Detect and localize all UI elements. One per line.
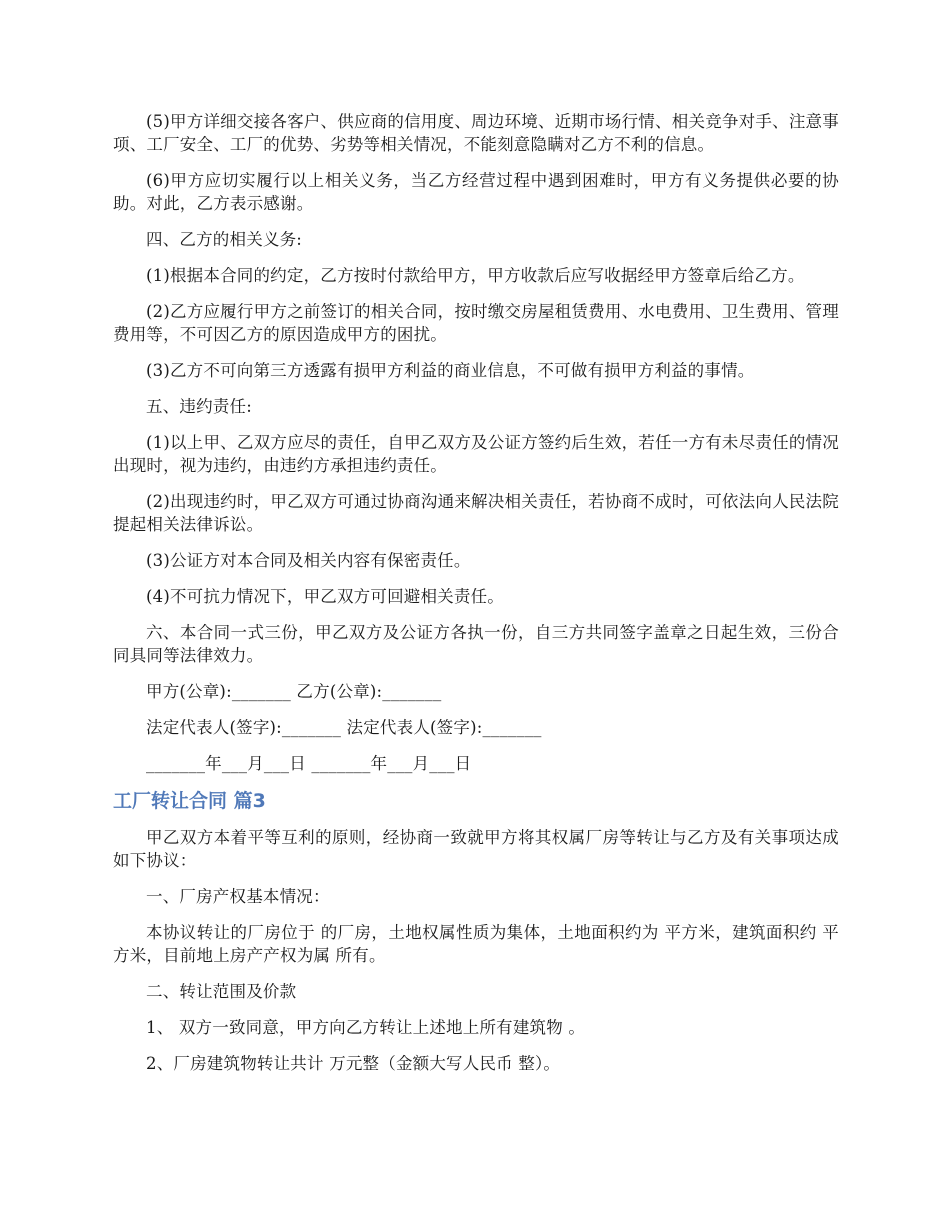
clause-5-handover: (5)甲方详细交接各客户、供应商的信用度、周边环境、近期市场行情、相关竞争对手、注意事项、工厂安全、工厂的优势、劣势等相关情况，不能刻意隐瞒对乙方不利的信息。 [113, 112, 839, 154]
party-b-clause-2: (2)乙方应履行甲方之前签订的相关合同，按时缴交房屋租赁费用、水电费用、卫生费用、管理费用等，不可因乙方的原因造成甲方的困扰。 [113, 302, 839, 344]
party-b-clause-3: (3)乙方不可向第三方透露有损甲方利益的商业信息，不可做有损甲方利益的事情。 [146, 361, 755, 380]
agreement-intro: 甲乙双方本着平等互利的原则，经协商一致就甲方将其权属厂房等转让与乙方及有关事项达成如下协议： [113, 828, 839, 870]
section-two-title: 二、转让范围及价款 [146, 982, 297, 1001]
transfer-clause-2: 2、厂房建筑物转让共计 万元整（金额大写人民币 整）。 [146, 1054, 561, 1073]
section-one-title: 一、厂房产权基本情况： [146, 887, 330, 906]
breach-clause-1: (1)以上甲、乙双方应尽的责任，自甲乙双方及公证方签约后生效，若任一方有未尽责任的情况出现时，视为违约，由违约方承担违约责任。 [113, 433, 839, 475]
transfer-clause-1: 1、 双方一致同意，甲方向乙方转让上述地上所有建筑物 。 [146, 1018, 586, 1037]
clause-6-obligation: (6)甲方应切实履行以上相关义务，当乙方经营过程中遇到困难时，甲方有义务提供必要的协助。对此，乙方表示感谢。 [113, 171, 839, 213]
signature-line: 法定代表人(签字):_______ 法定代表人(签字):_______ [146, 718, 542, 737]
breach-clause-4: (4)不可抗力情况下，甲乙双方可回避相关责任。 [146, 587, 504, 606]
breach-clause-2: (2)出现违约时，甲乙双方可通过协商沟通来解决相关责任，若协商不成时，可依法向人民法院提起相关法律诉讼。 [113, 492, 839, 534]
section-five-title: 五、违约责任: [146, 397, 252, 416]
property-description: 本协议转让的厂房位于 的厂房，土地权属性质为集体，土地面积约为 平方米，建筑面积约 平方米，目前地上房产产权为属 所有。 [113, 923, 839, 965]
document-page [113, 110, 839, 1088]
date-line: _______年___月___日 _______年___月___日 [146, 754, 472, 773]
section-four-title: 四、乙方的相关义务: [146, 230, 303, 249]
article-heading: 工厂转让合同 篇3 [113, 790, 266, 812]
seal-line: 甲方(公章):_______ 乙方(公章):_______ [146, 682, 442, 701]
party-b-clause-1: (1)根据本合同的约定，乙方按时付款给甲方，甲方收款后应写收据经甲方签章后给乙方。 [146, 266, 805, 285]
section-six-copies: 六、本合同一式三份，甲乙双方及公证方各执一份，自三方共同签字盖章之日起生效，三份合同具同等法律效力。 [113, 623, 839, 665]
breach-clause-3: (3)公证方对本合同及相关内容有保密责任。 [146, 551, 471, 570]
